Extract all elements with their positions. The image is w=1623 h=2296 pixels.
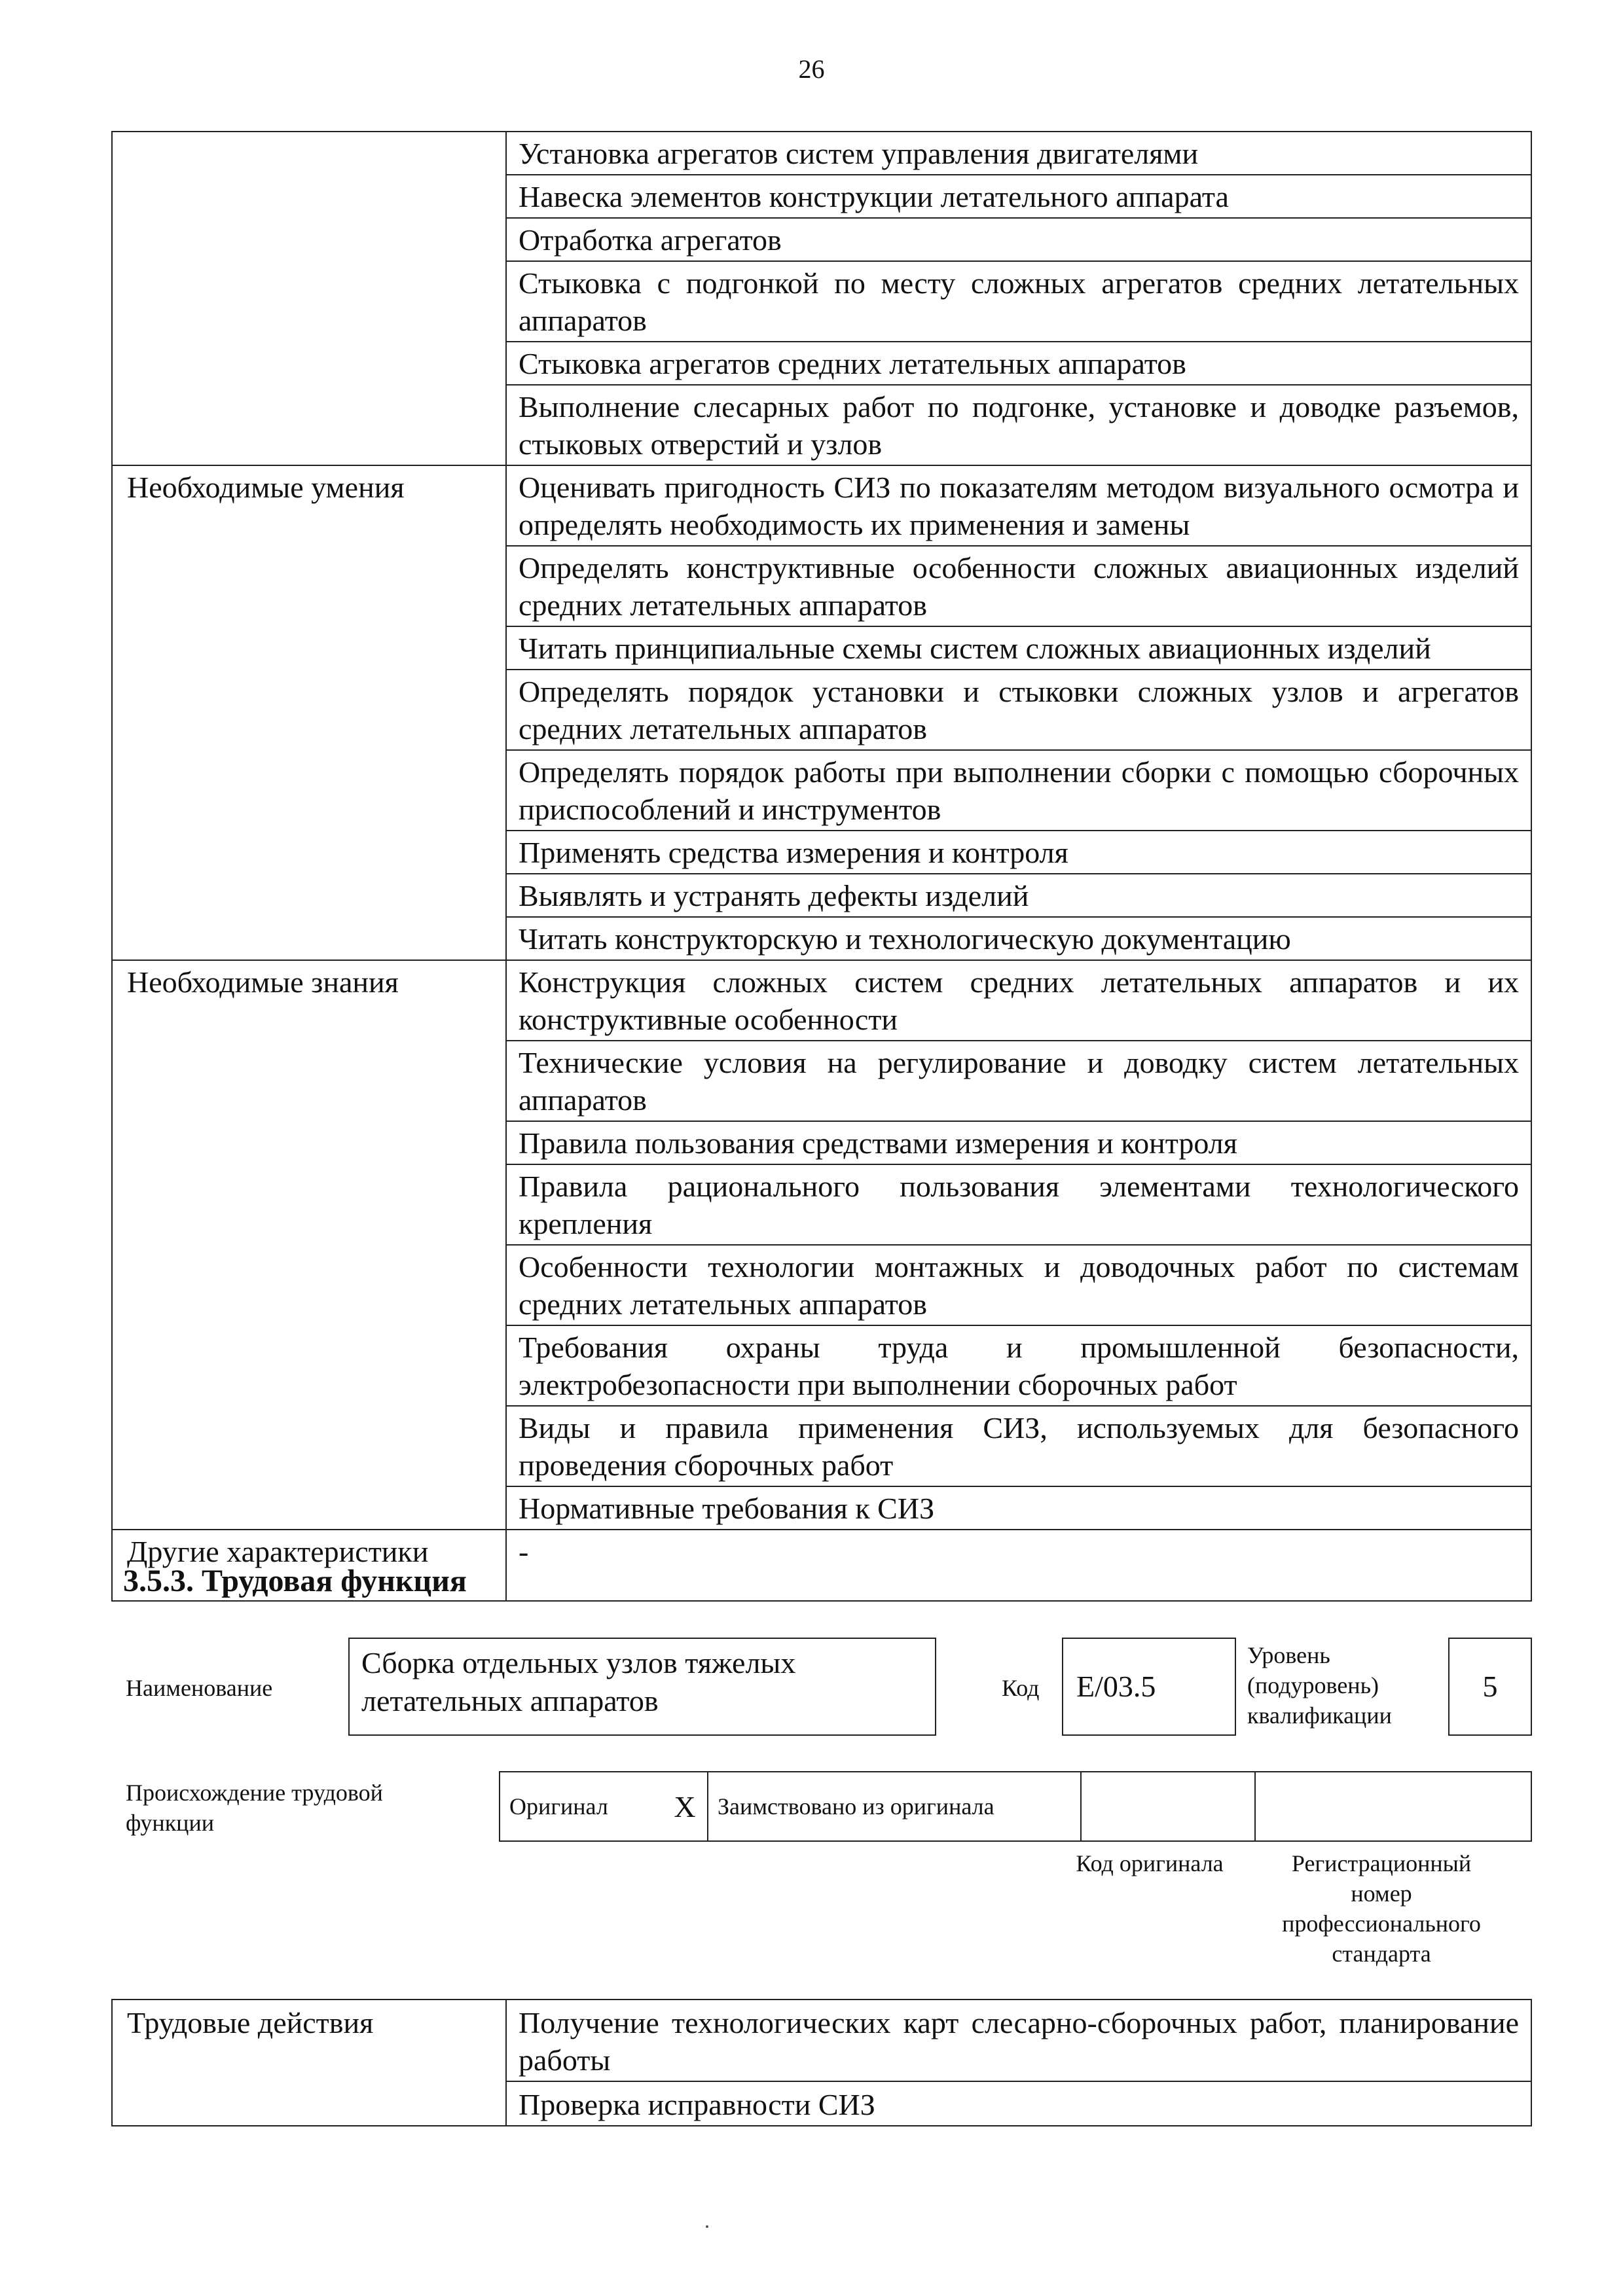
name-label: Наименование: [126, 1675, 273, 1701]
actions-label: Трудовые действия: [112, 2000, 506, 2126]
code-value: E/03.5: [1062, 1638, 1236, 1736]
code-label: Код: [1002, 1675, 1040, 1701]
skill-item: Читать конструкторскую и технологическую документацию: [506, 917, 1531, 960]
knowledge-item: Особенности технологии монтажных и доводочных работ по системам средних летательных аппаратов: [506, 1245, 1531, 1325]
top-item: Стыковка агрегатов средних летательных аппаратов: [506, 342, 1531, 385]
skill-item: Оценивать пригодность СИЗ по показателям методом визуального осмотра и определять необходимость их применения и замены: [506, 465, 1531, 546]
reg-number-caption: Регистрационный номер профессионального стандарта: [1282, 1850, 1481, 1967]
top-item: Стыковка с подгонкой по месту сложных агрегатов средних летательных аппаратов: [506, 261, 1531, 342]
knowledge-item: Требования охраны труда и промышленной безопасности, электробезопасности при выполнении сборочных работ: [506, 1325, 1531, 1406]
top-item: Выполнение слесарных работ по подгонке, установке и доводке разъемов, стыковых отверстий и узлов: [506, 385, 1531, 465]
scan-speck: [706, 2225, 708, 2228]
section-title: 3.5.3. Трудовая функция: [123, 1564, 467, 1598]
other-value: -: [506, 1530, 1531, 1601]
original-mark: X: [663, 1772, 708, 1841]
top-item: Навеска элементов конструкции летательного аппарата: [506, 175, 1531, 218]
code-original-cell: [1081, 1772, 1255, 1841]
other-label: Другие характеристики: [112, 1530, 506, 1601]
table-row: [500, 1772, 1531, 1841]
level-label: Уровень (подуровень) квалификации: [1247, 1642, 1392, 1729]
skill-item: Применять средства измерения и контроля: [506, 831, 1531, 874]
knowledge-label: Необходимые знания: [112, 960, 506, 1530]
skill-item: Определять конструктивные особенности сложных авиационных изделий средних летательных аппаратов: [506, 546, 1531, 626]
name-value: Сборка отдельных узлов тяжелых летательных аппаратов: [348, 1638, 936, 1736]
knowledge-item: Нормативные требования к СИЗ: [506, 1486, 1531, 1530]
skill-item: Читать принципиальные схемы систем сложных авиационных изделий: [506, 626, 1531, 670]
origin-label: Происхождение трудовой функции: [126, 1780, 383, 1836]
action-item: Получение технологических карт слесарно-сборочных работ, планирование работы: [506, 2000, 1531, 2081]
knowledge-item: Технические условия на регулирование и доводку систем летательных аппаратов: [506, 1041, 1531, 1121]
top-item: Отработка агрегатов: [506, 218, 1531, 261]
table-row: [112, 2000, 1531, 2081]
knowledge-item: Правила пользования средствами измерения и контроля: [506, 1121, 1531, 1164]
origin-table: [499, 1771, 1532, 1842]
knowledge-item: Виды и правила применения СИЗ, используемых для безопасного проведения сборочных работ: [506, 1406, 1531, 1486]
skill-item: Определять порядок установки и стыковки сложных узлов и агрегатов средних летательных аппаратов: [506, 670, 1531, 750]
knowledge-item: Правила рационального пользования элементами технологического крепления: [506, 1164, 1531, 1245]
page-number: 26: [798, 54, 825, 84]
label-cell-empty: [112, 132, 506, 465]
table-row: [112, 132, 1531, 175]
action-item: Проверка исправности СИЗ: [506, 2081, 1531, 2126]
borrowed-label: Заимствовано из оригинала: [708, 1772, 1081, 1841]
level-value: 5: [1448, 1638, 1532, 1736]
skill-item: Определять порядок работы при выполнении сборки с помощью сборочных приспособлений и инструментов: [506, 750, 1531, 831]
original-label: Оригинал: [500, 1772, 663, 1841]
code-original-caption: Код оригинала: [1076, 1850, 1224, 1876]
table-row: [112, 465, 1531, 546]
skill-item: Выявлять и устранять дефекты изделий: [506, 874, 1531, 917]
top-item: Установка агрегатов систем управления двигателями: [506, 132, 1531, 175]
requirements-table: [111, 131, 1532, 1602]
knowledge-item: Конструкция сложных систем средних летательных аппаратов и их конструктивные особенности: [506, 960, 1531, 1041]
reg-number-cell: [1255, 1772, 1531, 1841]
skills-label: Необходимые умения: [112, 465, 506, 960]
table-row: [112, 960, 1531, 1041]
actions-table: [111, 1999, 1532, 2126]
